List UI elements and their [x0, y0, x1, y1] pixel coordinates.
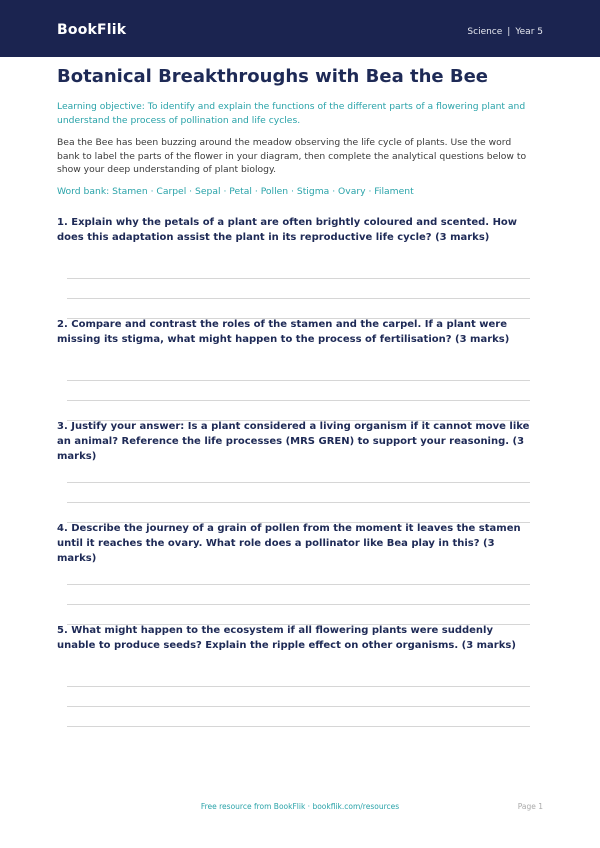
intro-section: [57, 66, 533, 198]
brand-logo[interactable]: BookFlik: [57, 22, 127, 38]
header-meta: [467, 27, 543, 37]
question-4: [57, 521, 533, 566]
answer-line[interactable]: [67, 604, 530, 605]
subject-label: Science: [467, 27, 503, 37]
answer-line[interactable]: [67, 380, 530, 381]
meta-separator: |: [507, 27, 511, 37]
footer-resource-link[interactable]: Free resource from BookFlik · bookflik.com/resources: [200, 802, 400, 811]
question-text: 2. Compare and contrast the roles of the stamen and the carpel. If a plant were missing its stigma, what might happen to the process of fertilisation? (3 marks): [57, 319, 510, 345]
answer-line[interactable]: [67, 278, 530, 279]
answer-line[interactable]: [67, 400, 530, 401]
question-text: 3. Justify your answer: Is a plant considered a living organism if it cannot move like an animal? Reference the life processes (MRS GREN) to support your reasoning. (3 marks): [57, 421, 530, 462]
answer-line[interactable]: [67, 502, 530, 503]
word-bank: Word bank: Stamen · Carpel · Sepal · Petal · Pollen · Stigma · Ovary · Filament: [57, 185, 414, 197]
question-3: [57, 419, 533, 464]
year-label: Year 5: [515, 27, 543, 37]
page-title: Botanical Breakthroughs with Bea the Bee: [57, 66, 489, 87]
question-2: [57, 317, 533, 347]
answer-line[interactable]: [67, 482, 530, 483]
answer-line[interactable]: [67, 584, 530, 585]
answer-line[interactable]: [67, 726, 530, 727]
answer-line[interactable]: [67, 706, 530, 707]
question-text: 1. Explain why the petals of a plant are often brightly coloured and scented. How does this adaptation assist the plant in its reproductive life cycle? (3 marks): [57, 217, 518, 243]
answer-line[interactable]: [67, 298, 530, 299]
header-bar: [0, 0, 600, 57]
answer-line[interactable]: [67, 686, 530, 687]
intro-paragraph: Bea the Bee has been buzzing around the meadow observing the life cycle of plants. Use the word bank to label the parts of the flower in your diagram, then complete the analytical questions below to show your deep understanding of plant biology.: [57, 137, 527, 175]
question-5: [57, 623, 533, 653]
question-text: 5. What might happen to the ecosystem if all flowering plants were suddenly unable to produce seeds? Explain the ripple effect on other organisms. (3 marks): [57, 625, 516, 651]
learning-objective: Learning objective: To identify and explain the functions of the different parts of a flowering plant and understand the process of pollination and life cycles.: [57, 101, 526, 126]
question-text: 4. Describe the journey of a grain of pollen from the moment it leaves the stamen until it reaches the ovary. What role does a pollinator like Bea play in this? (3 marks): [57, 523, 521, 564]
question-1: [57, 215, 533, 245]
page-number: Page 1: [517, 802, 543, 811]
